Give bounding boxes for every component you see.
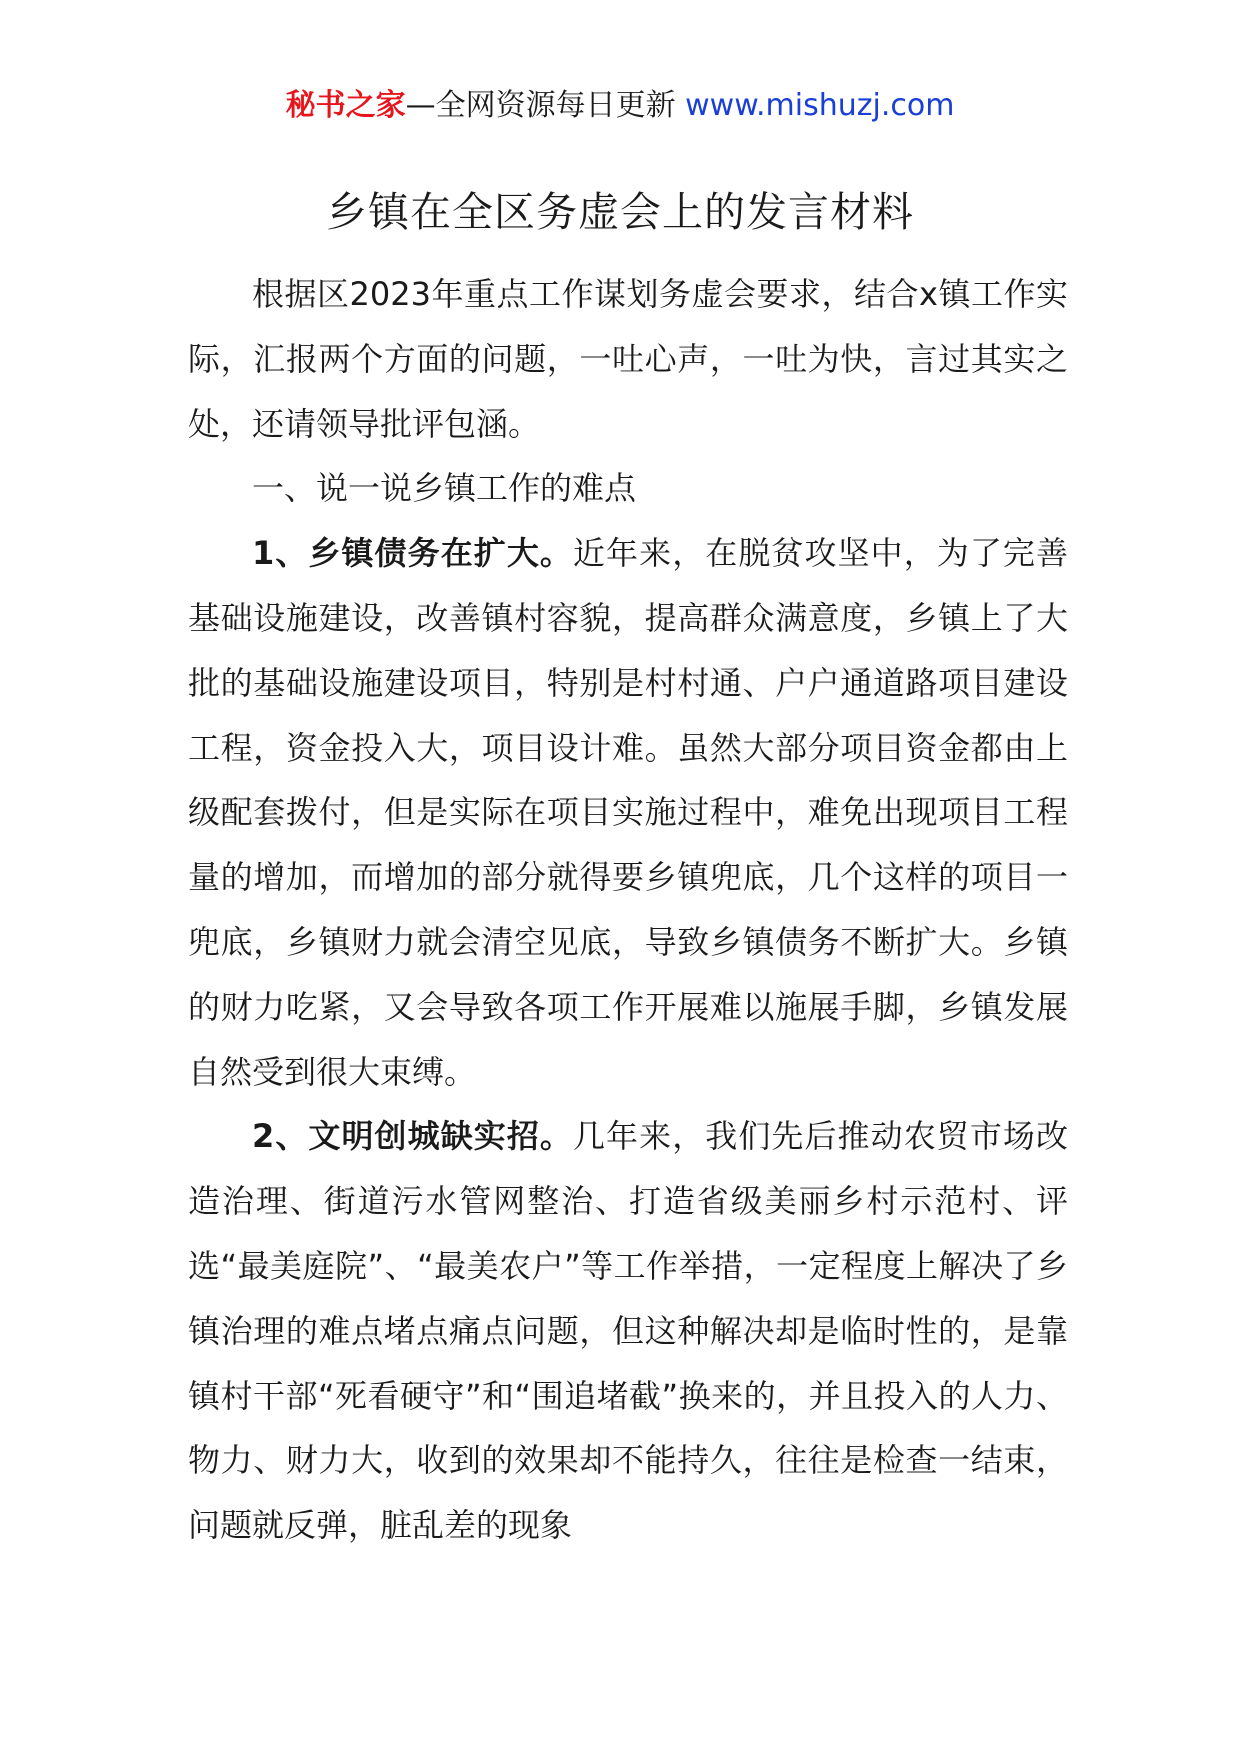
document-title: 乡镇在全区务虚会上的发言材料: [326, 188, 914, 236]
site-url[interactable]: www.mishuzj.com: [685, 88, 955, 123]
item-2-body: 几年来，我们先后推动农贸市场改造治理、街道污水管网整治、打造省级美丽乡村示范村、评选“最美庭院”、“最美农户”等工作举措，一定程度上解决了乡镇治理的难点堵点痛点问题，但这种解决却是临时性的，是靠镇村干部“死看硬守”和“围追堵截”换来的，并且投入的人力、物力、财力大，收到的效果却不能持久，往往是检查一结束，问题就反弹，脏乱差的现象: [188, 1117, 1068, 1545]
document-body: [188, 262, 1068, 1558]
site-tagline: —全网资源每日更新: [405, 88, 686, 123]
section-heading: 一、说一说乡镇工作的难点: [252, 469, 637, 508]
item-2-paragraph: [188, 1104, 1068, 1558]
site-header: [0, 86, 1240, 126]
item-1-heading: 1、乡镇债务在扩大。: [252, 534, 573, 573]
item-1-paragraph: [188, 521, 1068, 1104]
site-brand: 秘书之家: [285, 88, 406, 123]
item-2-heading: 2、文明创城缺实招。: [252, 1117, 573, 1156]
item-1-body: 近年来，在脱贫攻坚中，为了完善基础设施建设，改善镇村容貌，提高群众满意度，乡镇上了大批的基础设施建设项目，特别是村村通、户户通道路项目建设工程，资金投入大，项目设计难。虽然大部分项目资金都由上级配套拨付，但是实际在项目实施过程中，难免出现项目工程量的增加，而增加的部分就得要乡镇兜底，几个这样的项目一兜底，乡镇财力就会清空见底，导致乡镇债务不断扩大。乡镇的财力吃紧，又会导致各项工作开展难以施展手脚，乡镇发展自然受到很大束缚。: [188, 534, 1068, 1091]
intro-paragraph: 根据区2023年重点工作谋划务虚会要求，结合x镇工作实际，汇报两个方面的问题，一吐心声，一吐为快，言过其实之处，还请领导批评包涵。: [188, 275, 1068, 443]
